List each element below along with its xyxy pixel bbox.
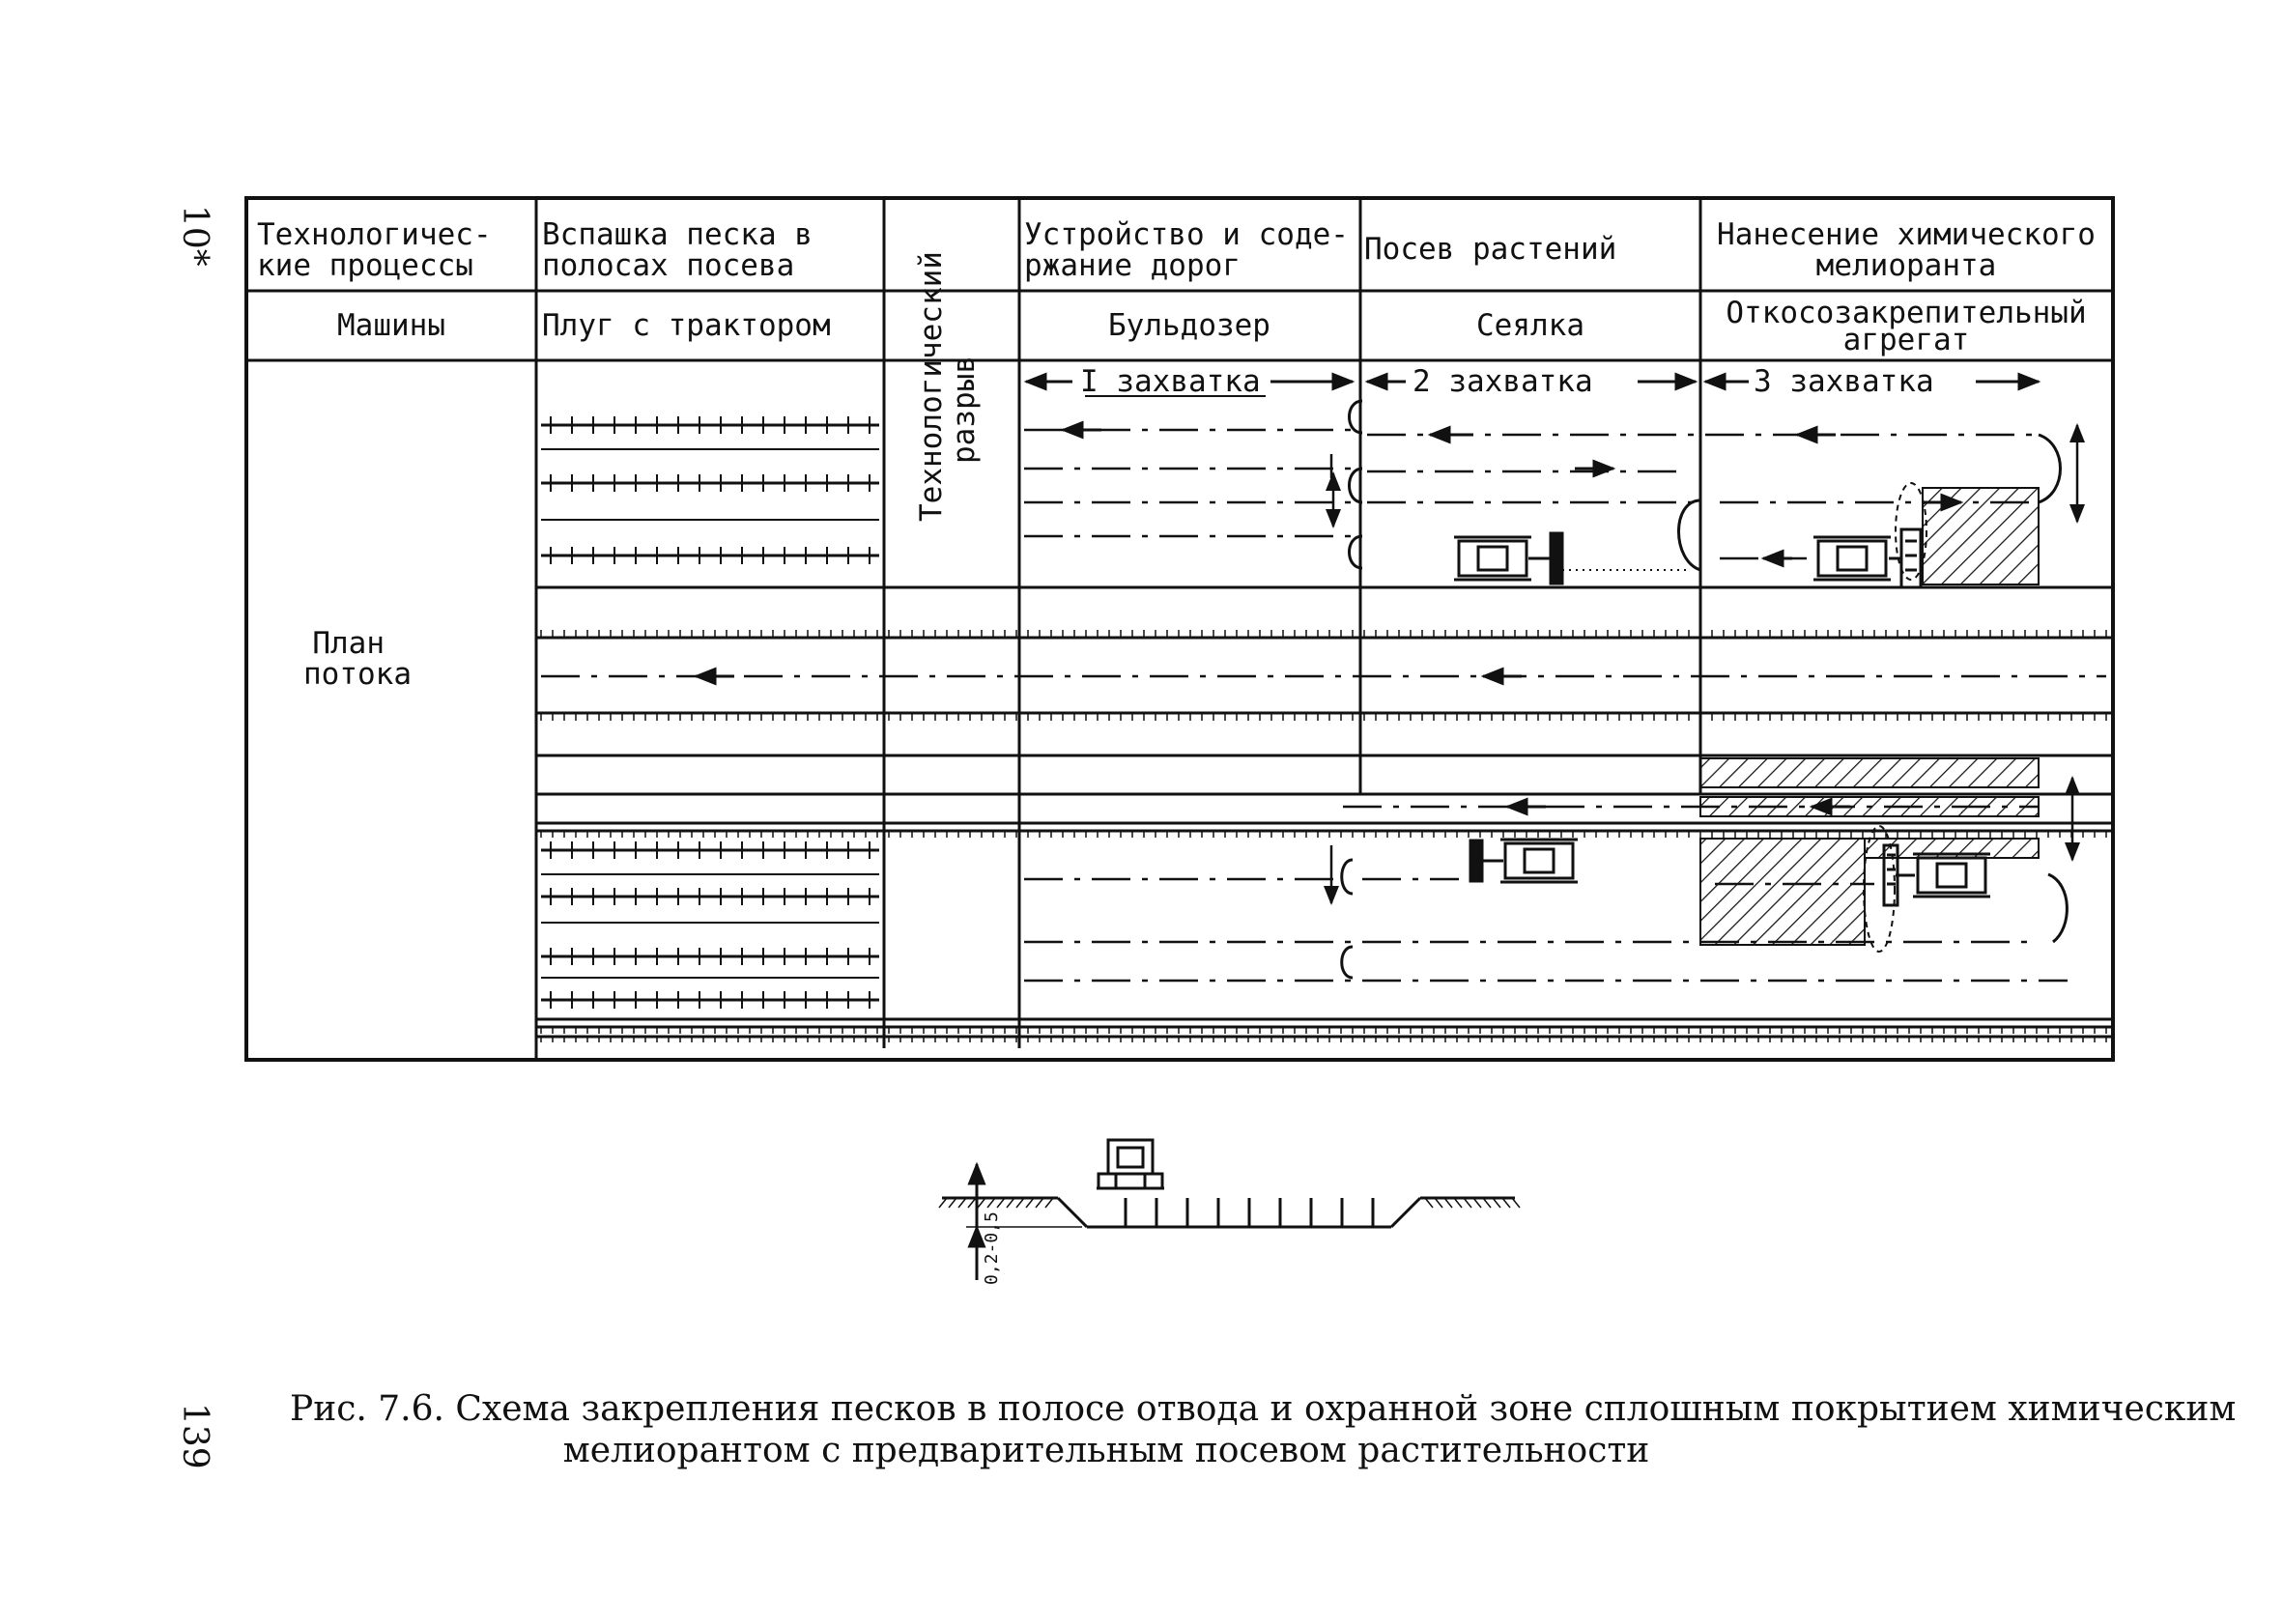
page-mark: 10* [175,205,214,267]
machine-bulldozer: Бульдозер [1108,308,1270,343]
bulldozer-icon [1454,533,1562,584]
caption-line-2: мелиорантом с предварительным посевом растительности [562,1431,1650,1470]
process-plowing: Вспашка песка в полосах посева [542,217,813,283]
plan-drawing [536,416,2113,1042]
caption-line-1: Рис. 7.6. Схема закрепления песков в полосе отвода и охранной зоне сплошным покрытием химическим [290,1389,2237,1429]
process-sowing: Посев растений [1364,232,1617,267]
depth-label: 0,2-0,5 [982,1211,1002,1285]
machine-plow: Плуг с трактором [542,308,831,343]
row-label-processes: Технологичес- кие процессы [257,217,492,283]
stage-2-label: 2 захватка [1413,364,1593,399]
seeder-icon [1470,840,1578,882]
cross-section [939,1140,1520,1280]
process-chemical: Нанесение химического мелиоранта [1717,217,2096,283]
machine-slope-unit: Откосозакрепительный агрегат [1726,296,2087,357]
machine-seeder: Сеялка [1476,308,1584,343]
page-number: 139 [175,1403,214,1469]
process-technological-gap: Технологическийразрыв [914,251,982,522]
process-roads: Устройство и содe-ржание дорог [1024,217,1349,283]
stage-3-label: 3 захватка [1754,364,1934,399]
row-label-machines: Машины [337,308,445,343]
stage-1-label: I захватка [1080,364,1261,399]
slope-unit-icon-upper [1813,483,1926,587]
row-label-plan: План потока [303,626,412,692]
